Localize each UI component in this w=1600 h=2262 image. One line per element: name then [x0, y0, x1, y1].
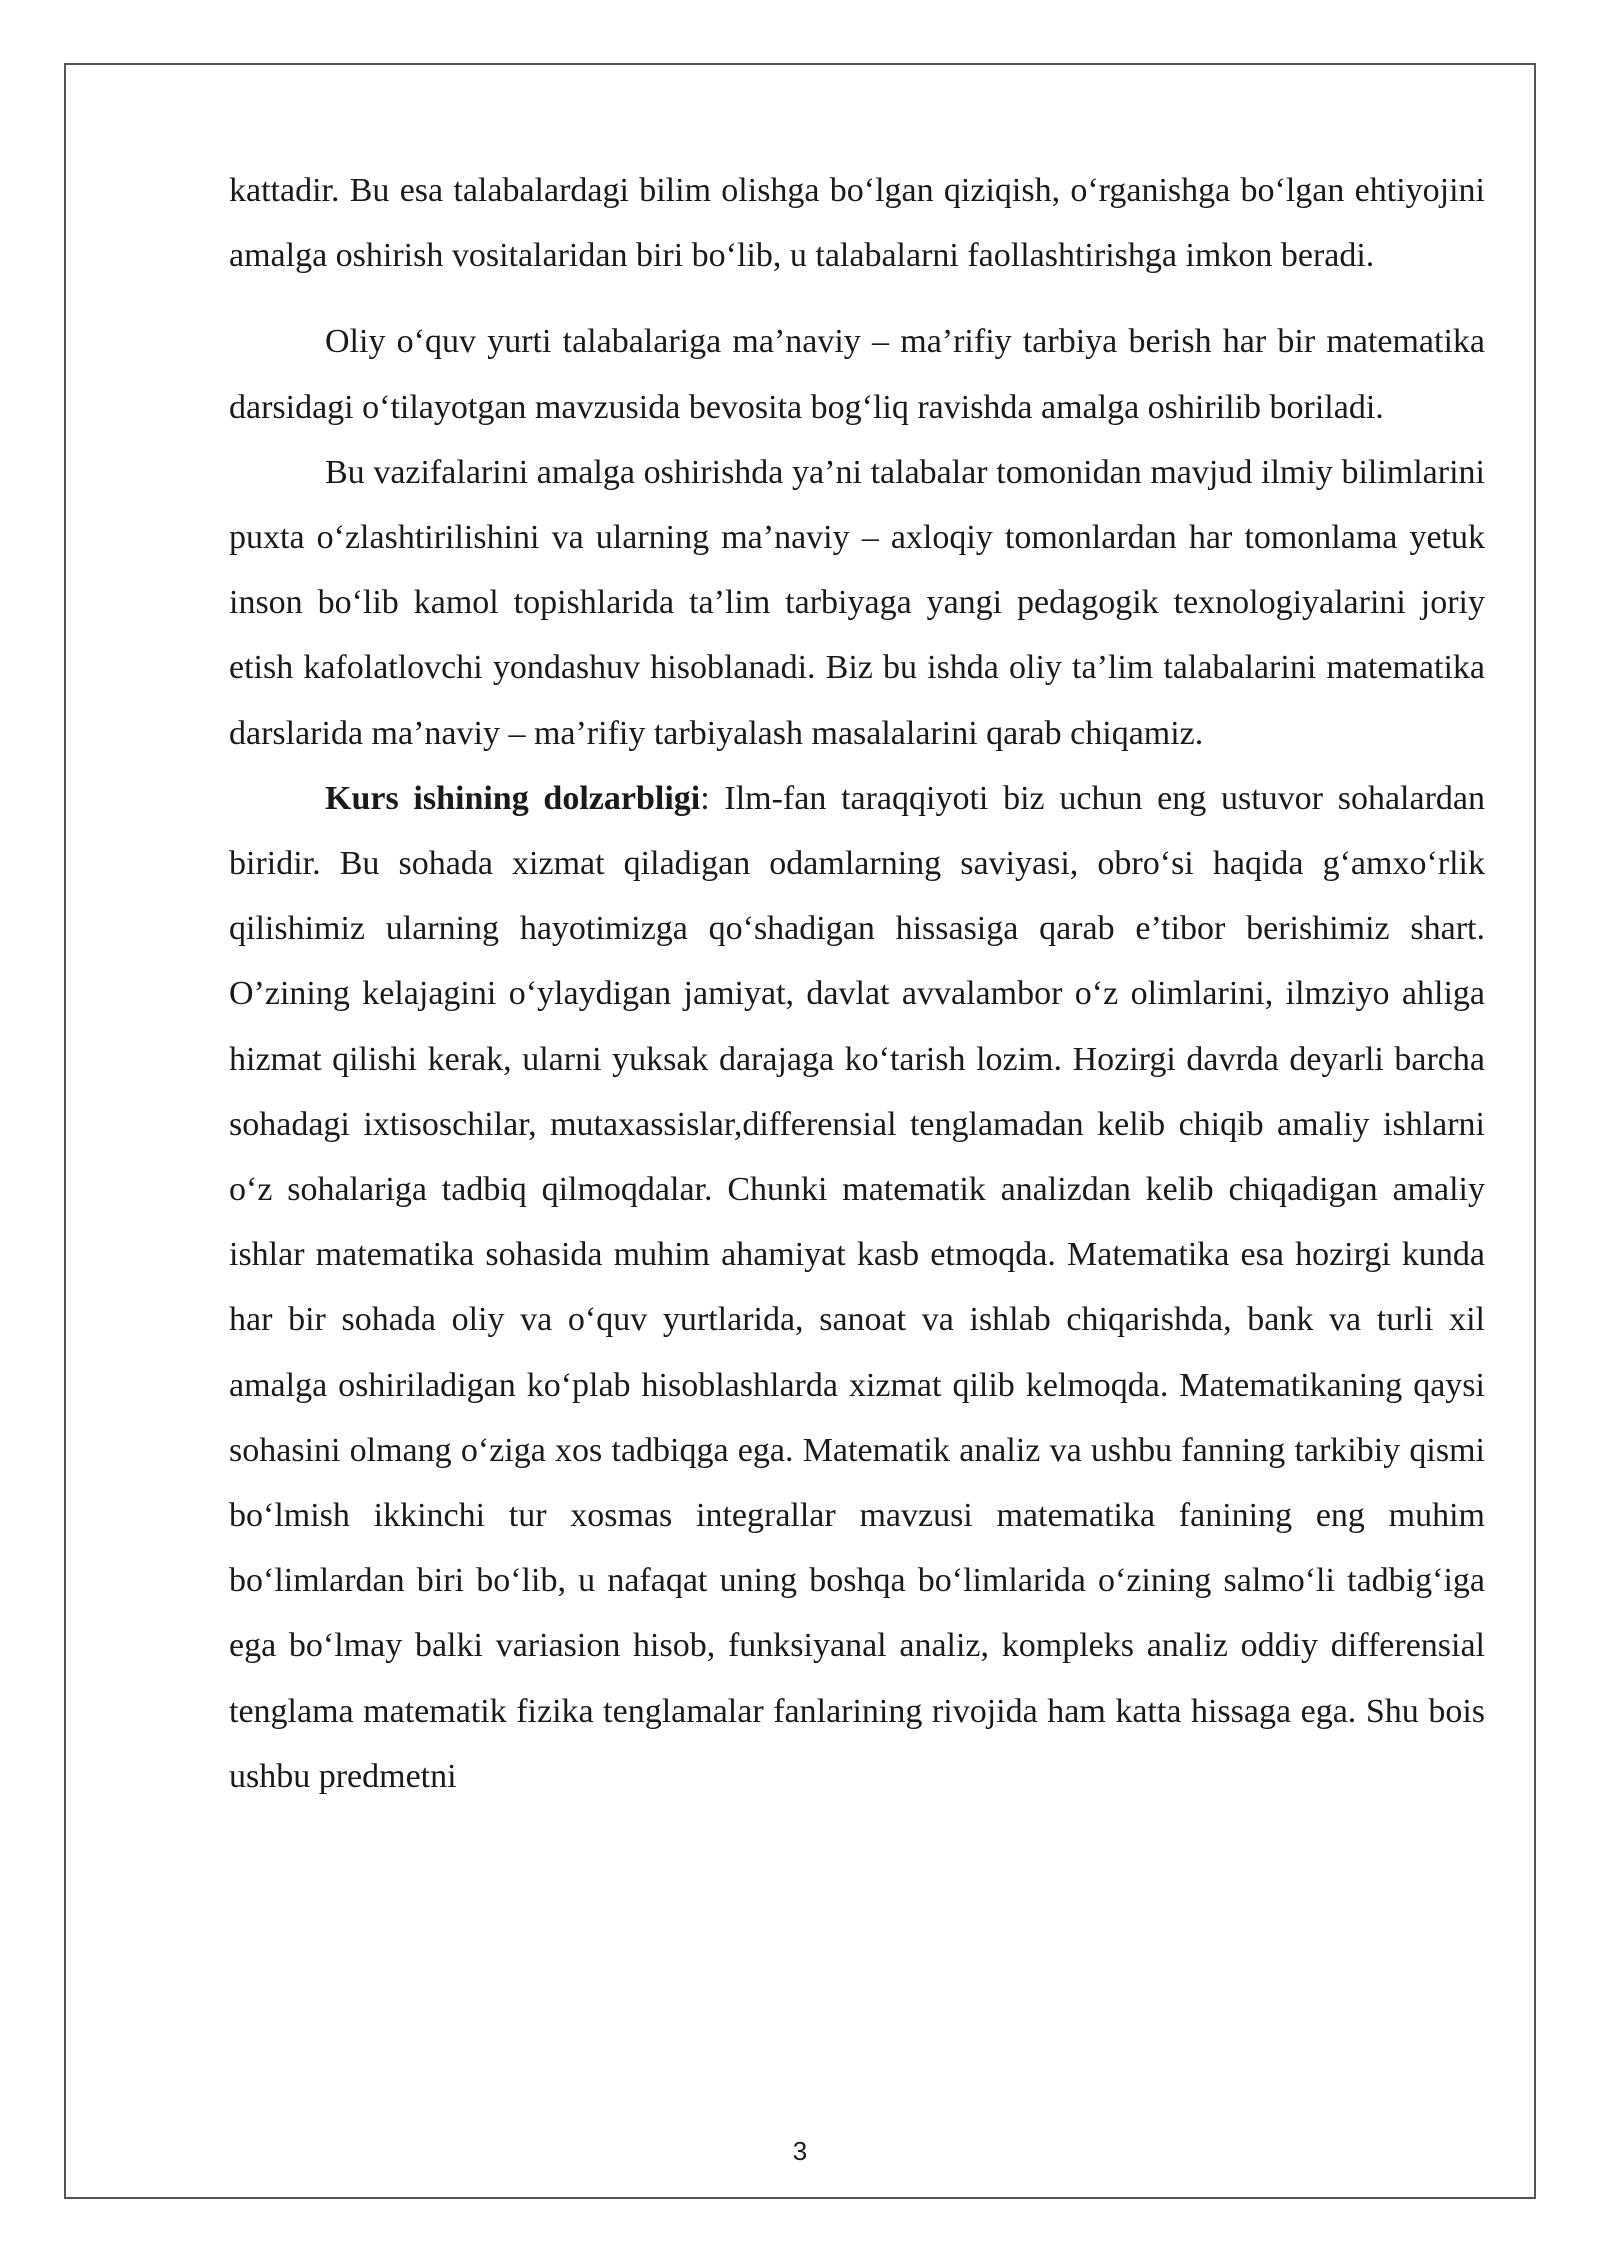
document-body	[229, 158, 1485, 1809]
paragraph-2: Oliy o‘quv yurti talabalariga ma’naviy – ma’rifiy tarbiya berish har bir matematika darsidagi o‘tilayotgan mavzusida bevosita bog‘liq ravishda amalga oshirilib boriladi.	[229, 323, 1485, 426]
paragraph-4	[229, 766, 1485, 1809]
section-heading-relevance: Kurs ishining dolzarbligi	[325, 779, 701, 817]
paragraph-3: Bu vazifalarini amalga oshirishda ya’ni talabalar tomonidan mavjud ilmiy bilimlarini puxta o‘zlashtirilishini va ularning ma’naviy – axloqiy tomonlardan har tomonlama yetuk inson bo‘lib kamol topishlarida ta’lim tarbiyaga yangi pedagogik texnologiyalarini joriy etish kafolatlovchi yondashuv hisoblanadi. Biz bu ishda oliy ta’lim talabalarini matematika darslarida ma’naviy – ma’rifiy tarbiyalash masalalarini qarab chiqamiz.	[229, 453, 1485, 752]
paragraph-1: kattadir. Bu esa talabalardagi bilim olishga bo‘lgan qiziqish, o‘rganishga bo‘lgan ehtiyojini amalga oshirish vositalaridan biri bo‘lib, u talabalarni faollashtirishga imkon beradi.	[229, 172, 1485, 275]
paragraph-4-body: : Ilm-fan taraqqiyoti biz uchun eng ustuvor sohalardan biridir. Bu sohada xizmat qiladigan odamlarning saviyasi, obro‘si haqida g‘amxo‘rlik qilishimiz ularning hayotimizga qo‘shadigan hissasiga qarab e’tibor berishimiz shart. O’zining kelajagini o‘ylaydigan jamiyat, davlat avvalambor o‘z olimlarini, ilmziyo ahliga hizmat qilishi kerak, ularni yuksak darajaga ko‘tarish lozim. Hozirgi davrda deyarli barcha sohadagi ixtisoschilar, mutaxassislar,differensial tenglamadan kelib chiqib amaliy ishlarni o‘z sohalariga tadbiq qilmoqdalar. Chunki matematik analizdan kelib chiqadigan amaliy ishlar matematika sohasida muhim ahamiyat kasb etmoqda. Matematika esa hozirgi kunda har bir sohada oliy va o‘quv yurtlarida, sanoat va ishlab chiqarishda, bank va turli xil amalga oshiriladigan ko‘plab hisoblashlarda xizmat qilib kelmoqda. Matematikaning qaysi sohasini olmang o‘ziga xos tadbiqga ega. Matematik analiz va ushbu fanning tarkibiy qismi bo‘lmish ikkinchi tur xosmas integrallar mavzusi matematika fanining eng muhim bo‘limlardan biri bo‘lib, u nafaqat uning boshqa bo‘limlarida o‘zining salmo‘li tadbig‘iga ega bo‘lmay balki variasion hisob, funksiyanal analiz, kompleks analiz oddiy differensial tenglama matematik fizika tenglamalar fanlarining rivojida ham katta hissaga ega. Shu bois ushbu predmetni	[229, 779, 1485, 1795]
page-number: 3	[792, 2136, 808, 2166]
